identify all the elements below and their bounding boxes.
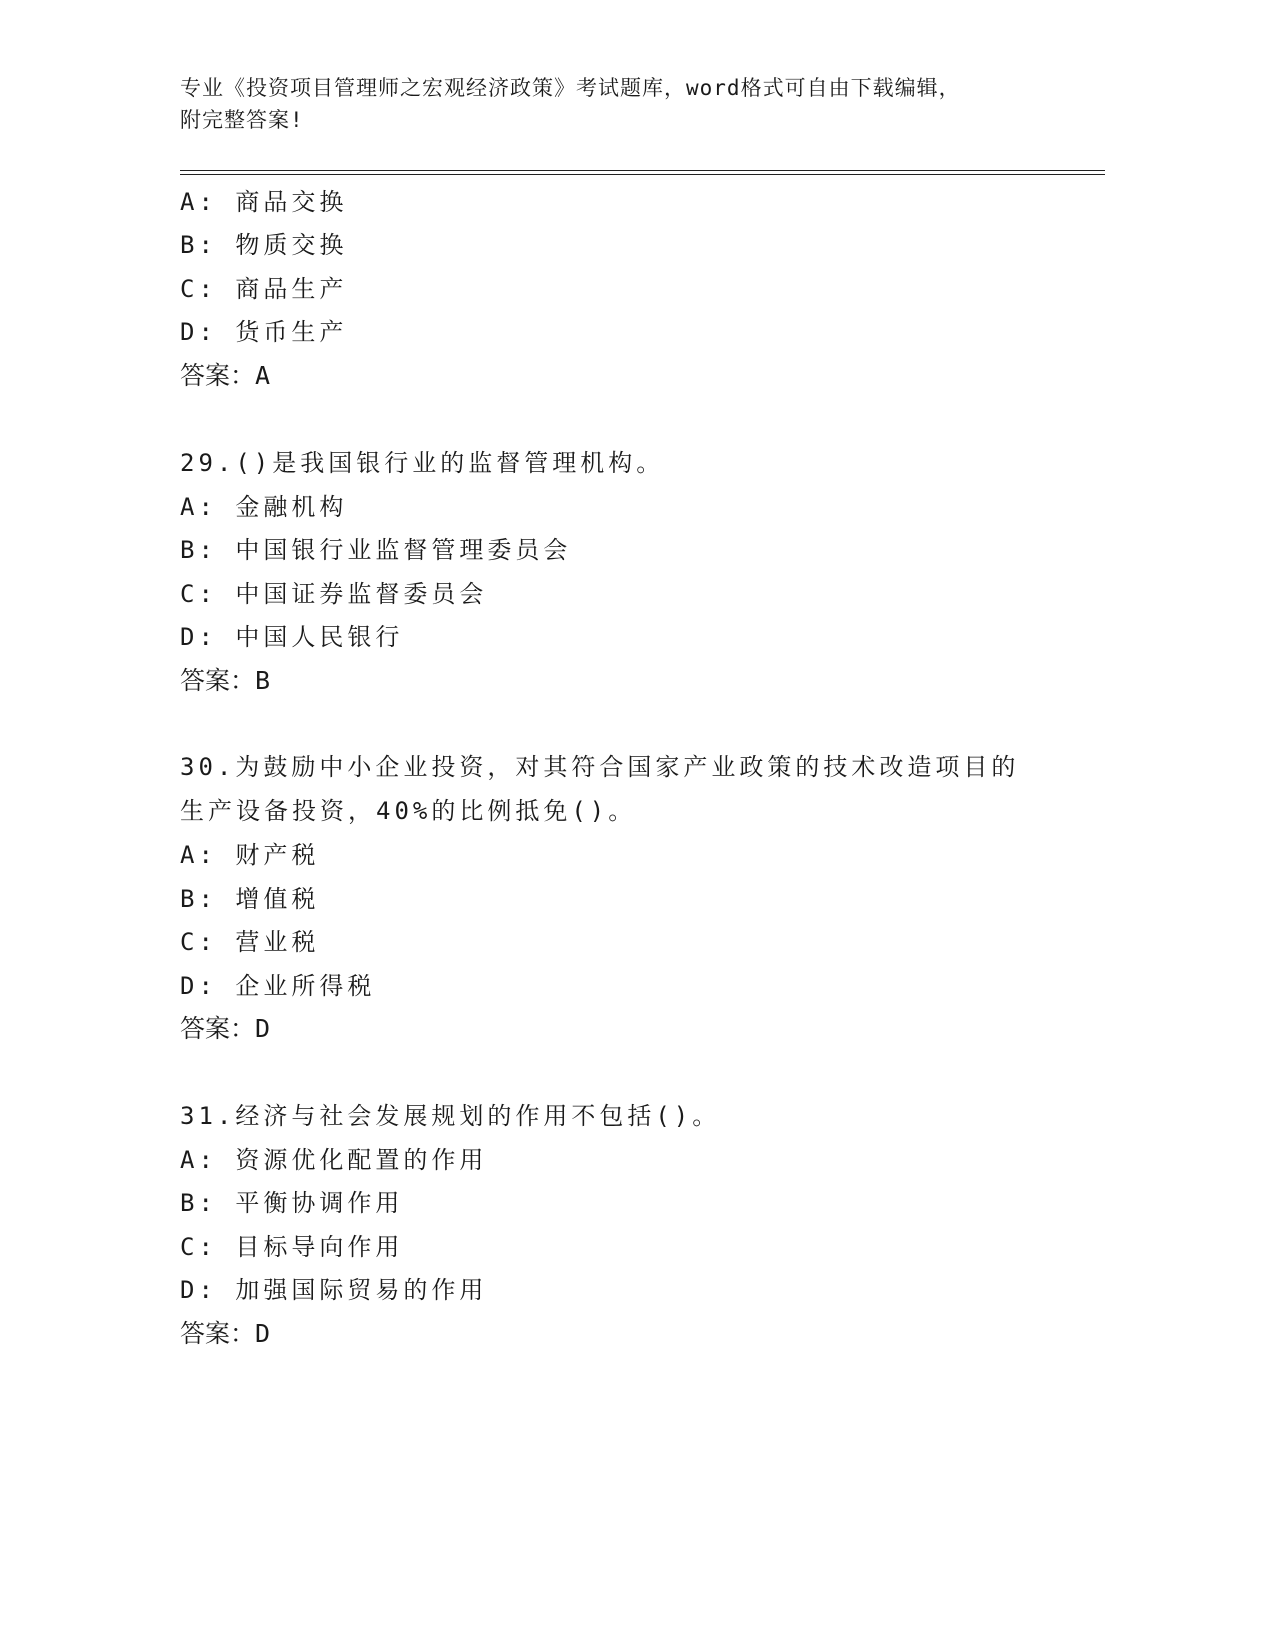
answer-value: D	[255, 1014, 272, 1043]
q31-option-c: C: 目标导向作用	[180, 1233, 404, 1261]
answer-label: 答案：	[180, 1319, 256, 1348]
q31-option-a: A: 资源优化配置的作用	[180, 1146, 488, 1174]
answer-label: 答案：	[180, 361, 256, 390]
q31-option-d: D: 加强国际贸易的作用	[180, 1276, 488, 1304]
answer-value: B	[255, 666, 272, 695]
q28-option-b: B: 物质交换	[180, 231, 348, 259]
q28-option-c: C: 商品生产	[180, 275, 348, 303]
q29-option-d: D: 中国人民银行	[180, 623, 404, 651]
q30-answer	[180, 1013, 271, 1045]
header-divider	[180, 170, 1105, 175]
q30-question: 30.为鼓励中小企业投资，对其符合国家产业政策的技术改造项目的生产设备投资，40%的比例抵免()。	[180, 753, 1020, 825]
answer-label: 答案：	[180, 666, 256, 695]
q31-option-b: B: 平衡协调作用	[180, 1189, 404, 1217]
answer-value: A	[255, 361, 272, 390]
header-line-2: 附完整答案!	[180, 108, 304, 132]
q30-option-b: B: 增值税	[180, 885, 320, 913]
q29-option-a: A: 金融机构	[180, 493, 348, 521]
q28-option-d: D: 货币生产	[180, 318, 348, 346]
q29-option-c: C: 中国证券监督委员会	[180, 580, 488, 608]
q28-answer	[180, 360, 271, 392]
answer-label: 答案：	[180, 1014, 256, 1043]
q30-option-a: A: 财产税	[180, 841, 320, 869]
document-header	[180, 72, 1080, 136]
q28-option-a: A: 商品交换	[180, 188, 348, 216]
q29-answer	[180, 665, 271, 697]
q29-option-b: B: 中国银行业监督管理委员会	[180, 536, 572, 564]
header-line-1: 专业《投资项目管理师之宏观经济政策》考试题库，word格式可自由下载编辑，	[180, 76, 961, 100]
q31-answer	[180, 1318, 271, 1350]
q30-option-d: D: 企业所得税	[180, 972, 376, 1000]
q31-question: 31.经济与社会发展规划的作用不包括()。	[180, 1102, 721, 1130]
q30-option-c: C: 营业税	[180, 928, 320, 956]
answer-value: D	[255, 1319, 272, 1348]
q29-question: 29.()是我国银行业的监督管理机构。	[180, 449, 665, 477]
